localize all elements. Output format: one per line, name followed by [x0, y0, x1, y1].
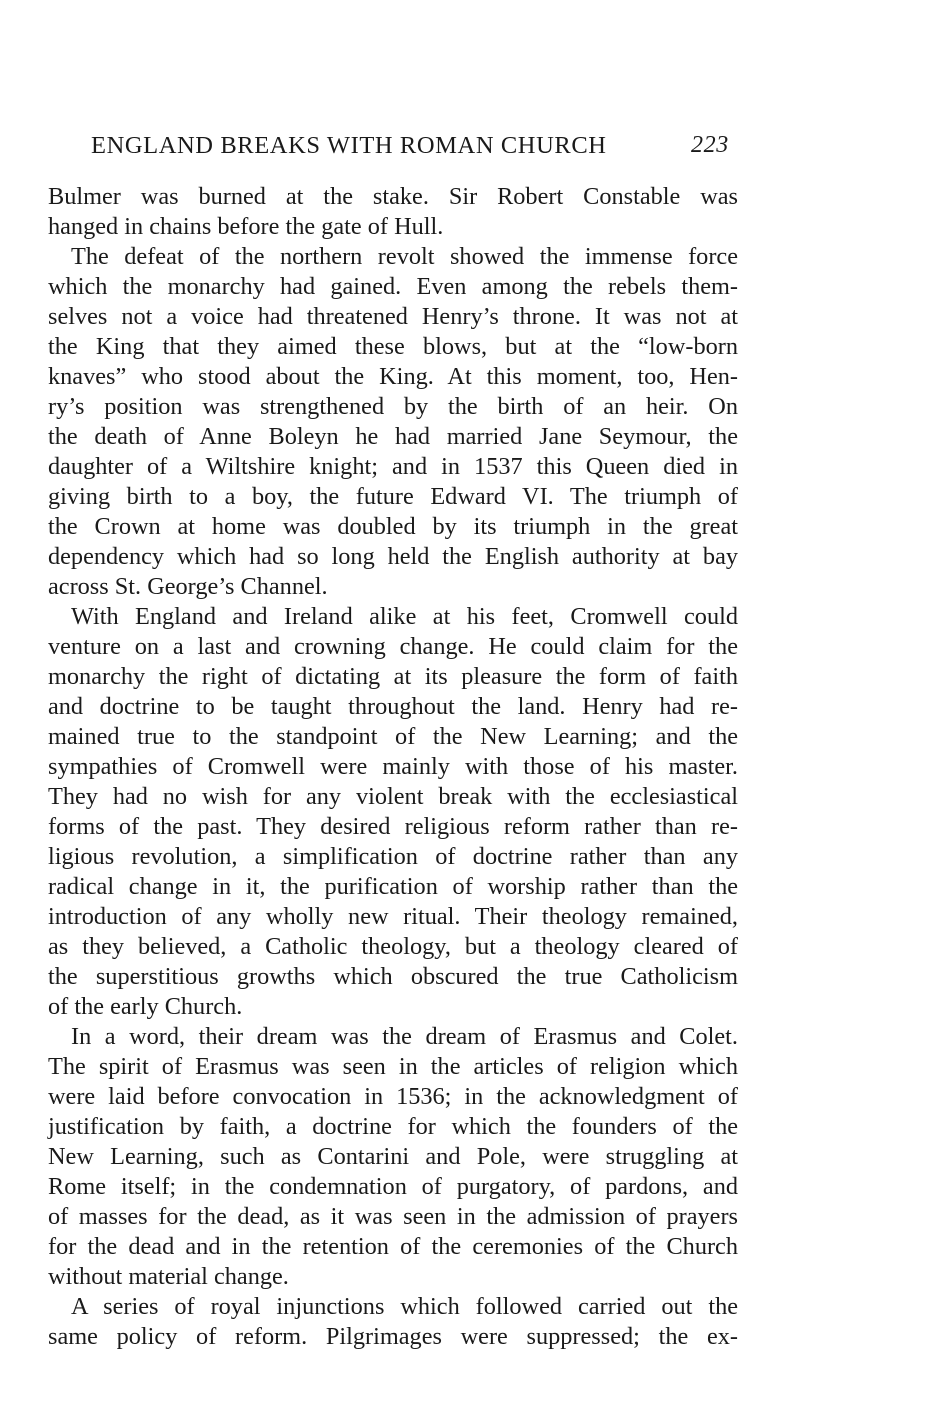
text-line: radical change in it, the purification of worship rather than the — [48, 873, 738, 900]
text-line: daughter of a Wiltshire knight; and in 1537 this Queen died in — [48, 453, 738, 480]
text-line: The spirit of Erasmus was seen in the articles of religion which — [48, 1053, 738, 1080]
text-line: and doctrine to be taught throughout the land. Henry had re- — [48, 693, 738, 720]
text-line: as they believed, a Catholic theology, but a theology cleared of — [48, 933, 738, 960]
text-line: for the dead and in the retention of the ceremonies of the Church — [48, 1233, 738, 1260]
text-line: which the monarchy had gained. Even among the rebels them- — [48, 273, 738, 300]
text-line: the death of Anne Boleyn he had married Jane Seymour, the — [48, 423, 738, 450]
text-line: across St. George’s Channel. — [48, 573, 328, 600]
text-line: same policy of reform. Pilgrimages were suppressed; the ex- — [48, 1323, 738, 1350]
text-line: A series of royal injunctions which followed carried out the — [71, 1293, 738, 1320]
text-line: giving birth to a boy, the future Edward VI. The triumph of — [48, 483, 738, 510]
page-number: 223 — [691, 132, 729, 158]
text-line: Rome itself; in the condemnation of purgatory, of pardons, and — [48, 1173, 738, 1200]
text-line: of the early Church. — [48, 993, 243, 1020]
text-line: New Learning, such as Contarini and Pole, were struggling at — [48, 1143, 738, 1170]
text-line: sympathies of Cromwell were mainly with those of his master. — [48, 753, 738, 780]
page-header — [91, 132, 741, 168]
text-line: mained true to the standpoint of the New Learning; and the — [48, 723, 738, 750]
text-line: Bulmer was burned at the stake. Sir Robert Constable was — [48, 183, 738, 210]
text-line: were laid before convocation in 1536; in the acknowledgment of — [48, 1083, 738, 1110]
text-line: dependency which had so long held the English authority at bay — [48, 543, 738, 570]
text-line: forms of the past. They desired religious reform rather than re- — [48, 813, 738, 840]
text-line: ligious revolution, a simplification of doctrine rather than any — [48, 843, 738, 870]
text-line: monarchy the right of dictating at its pleasure the form of faith — [48, 663, 738, 690]
text-line: introduction of any wholly new ritual. Their theology remained, — [48, 903, 738, 930]
text-line: They had no wish for any violent break with the ecclesiastical — [48, 783, 738, 810]
text-line: the Crown at home was doubled by its triumph in the great — [48, 513, 738, 540]
text-line: the King that they aimed these blows, but at the “low-born — [48, 333, 738, 360]
text-line: With England and Ireland alike at his feet, Cromwell could — [71, 603, 738, 630]
text-line: justification by faith, a doctrine for which the founders of the — [48, 1113, 738, 1140]
text-line: the superstitious growths which obscured the true Catholicism — [48, 963, 738, 990]
text-line: without material change. — [48, 1263, 289, 1290]
running-head: ENGLAND BREAKS WITH ROMAN CHURCH — [91, 132, 607, 159]
text-line: hanged in chains before the gate of Hull. — [48, 213, 444, 240]
text-line: of masses for the dead, as it was seen in the admission of prayers — [48, 1203, 738, 1230]
text-line: The defeat of the northern revolt showed the immense force — [71, 243, 738, 270]
text-line: knaves” who stood about the King. At this moment, too, Hen- — [48, 363, 738, 390]
text-line: ry’s position was strengthened by the birth of an heir. On — [48, 393, 738, 420]
text-line: selves not a voice had threatened Henry’s throne. It was not at — [48, 303, 738, 330]
text-line: In a word, their dream was the dream of Erasmus and Colet. — [71, 1023, 738, 1050]
text-line: venture on a last and crowning change. He could claim for the — [48, 633, 738, 660]
